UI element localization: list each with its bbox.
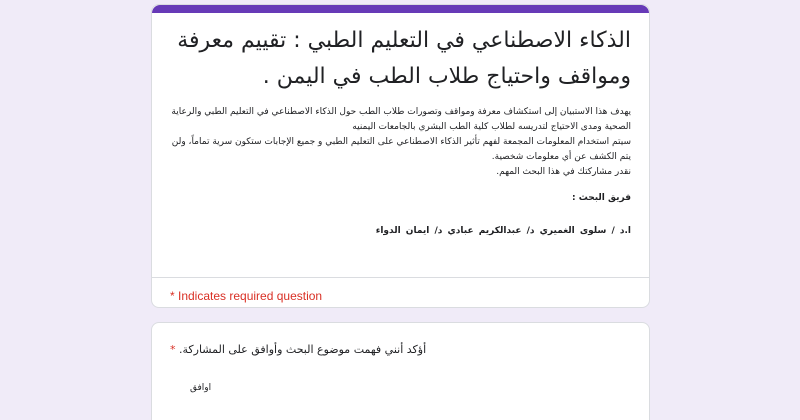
consent-option-agree[interactable]	[190, 383, 211, 393]
required-asterisk: *	[170, 343, 176, 356]
description-line: نقدر مشاركتك في هذا البحث المهم.	[496, 167, 631, 177]
description-line: يهدف هذا الاستبيان إلى استكشاف معرفة ومواقف وتصورات طلاب الطب حول الذكاء الاصطناعي في التعليم الطبي والرعاية الصحية ومدى الاحتياج لتدريسه لطلاب كلية الطب البشري بالجامعات اليمنيه	[171, 107, 631, 132]
form-description	[166, 105, 631, 180]
description-line: سيتم استخدام المعلومات المجمعة لفهم تأثير الذكاء الاصطناعي على التعليم الطبي و جميع الإجابات ستكون سرية تماماً، ولن يتم الكشف عن أي معلومات شخصية.	[171, 137, 631, 162]
consent-question-text: أؤكد أنني فهمت موضوع البحث وأوافق على المشاركة.	[179, 343, 427, 356]
research-team-label: فريق البحث :	[571, 193, 631, 203]
consent-question-card	[151, 322, 650, 420]
required-question-note: * Indicates required question	[170, 289, 323, 303]
consent-question-title	[170, 343, 426, 356]
form-header-card	[151, 4, 650, 308]
accent-bar	[152, 5, 649, 13]
form-header-content	[152, 13, 649, 236]
research-team-members: ا.د / سلوى الغميري د/ عبدالكريم عبادي د/ ايمان الدواء	[375, 226, 631, 236]
form-title: الذكاء الاصطناعي في التعليم الطبي : تقييم معرفة ومواقف واحتياج طلاب الطب في اليمن .	[177, 28, 631, 89]
header-divider	[152, 277, 649, 278]
consent-option-label: اوافق	[190, 383, 212, 393]
